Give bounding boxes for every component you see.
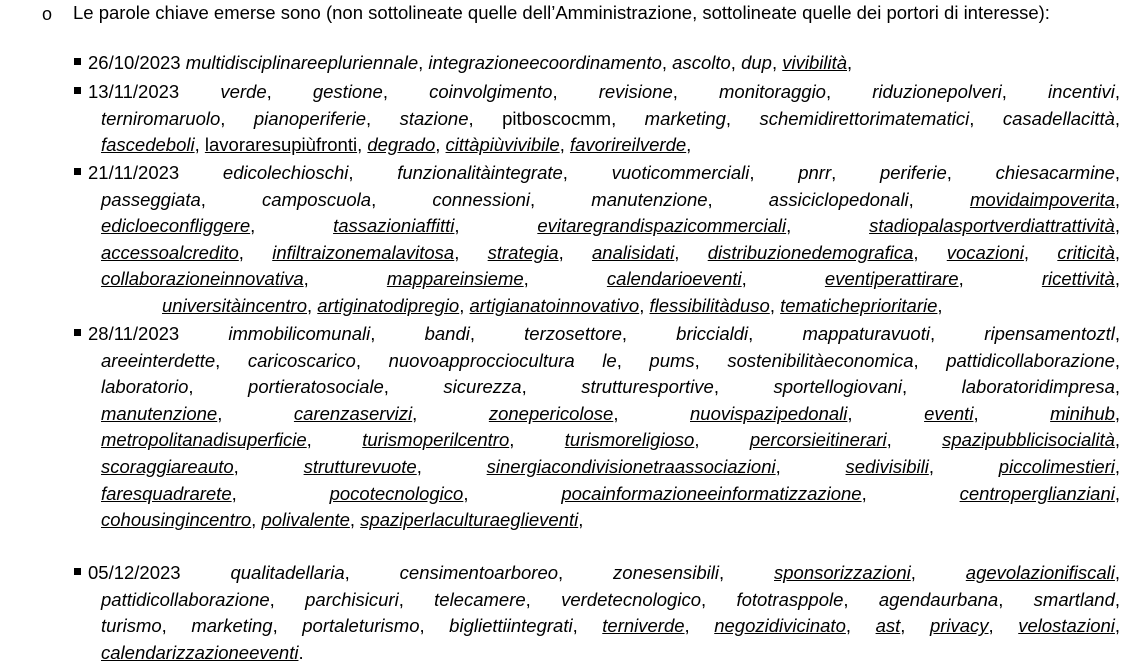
stakeholder-keyword: terniverde	[602, 615, 685, 637]
stakeholder-keyword: tematicheprioritarie	[780, 294, 938, 316]
administration-keyword: passeggiata	[101, 188, 201, 210]
stakeholder-keyword: artigianatoinnovativo	[469, 294, 640, 316]
keyword-line: collaborazioneinnovativa, mappareinsieme, calendarioeventi, eventiperattirare, ricettività,	[101, 268, 1120, 290]
stakeholder-keyword: distribuzionedemografica	[707, 241, 914, 263]
stakeholder-keyword: stadiopalasportverdiattrattività	[869, 215, 1115, 237]
stakeholder-keyword: piccolimestieri	[998, 455, 1115, 477]
stakeholder-keyword: pocotecnologico	[329, 482, 464, 504]
administration-keyword: manutenzione	[591, 188, 708, 210]
administration-keyword: bandi	[424, 323, 470, 344]
administration-keyword: laboratorio	[101, 376, 189, 398]
keyword-line: laboratorio, portieratosociale, sicurezza, strutturesportive, sportellogiovani, laboratoridimpresa,	[101, 376, 1120, 398]
stakeholder-keyword: velostazioni	[1018, 615, 1115, 637]
keyword-entry-2023-10-26	[88, 50, 1120, 77]
keyword-line: calendarizzazioneeventi.	[101, 641, 304, 663]
keyword-entry-2023-11-21	[88, 160, 1120, 320]
administration-keyword: multidisciplinareepluriennale	[185, 52, 419, 73]
keyword-entry-2023-11-13	[88, 79, 1120, 159]
stakeholder-keyword: spaziperlaculturaeglieventi	[360, 509, 579, 531]
stakeholder-keyword: percorsieitinerari	[749, 429, 887, 451]
administration-keyword: turismo	[101, 615, 162, 637]
keyword-line: metropolitanadisuperficie, turismoperilcentro, turismoreligioso, percorsieitinerari, spazipubblicisocialità,	[101, 429, 1121, 451]
administration-keyword: terzosettore	[524, 323, 622, 344]
administration-keyword: qualitadellaria	[230, 562, 345, 583]
stakeholder-keyword: ast	[875, 615, 901, 637]
administration-keyword: dup	[741, 52, 772, 73]
stakeholder-keyword: pocainformazioneeinformatizzazione	[561, 482, 862, 504]
administration-keyword: monitoraggio	[719, 81, 826, 102]
square-bullet	[74, 168, 81, 175]
administration-keyword: incentivi	[1048, 81, 1115, 102]
stakeholder-keyword: spazipubblicisocialità	[942, 429, 1115, 451]
stakeholder-keyword: sinergiacondivisionetraassociazioni	[486, 455, 776, 477]
keyword-line: edicloeconfliggere, tassazioniaffitti, evitaregrandispazicommerciali, stadiopalasportverdiattrattività,	[101, 215, 1120, 237]
stakeholder-keyword: faresquadrarete	[101, 482, 232, 504]
square-bullet	[74, 329, 81, 336]
administration-keyword: fototrasppole	[736, 588, 844, 610]
administration-keyword: pitboscocmm	[502, 107, 612, 129]
stakeholder-keyword: universitàincentro	[162, 294, 307, 316]
stakeholder-keyword: ricettività	[1041, 268, 1115, 290]
stakeholder-keyword: turismoperilcentro	[362, 429, 510, 451]
stakeholder-keyword: scoraggiareauto	[101, 455, 234, 477]
administration-keyword: pianoperiferie	[253, 107, 366, 129]
administration-keyword: mappaturavuoti	[802, 323, 930, 344]
stakeholder-keyword: eventiperattirare	[824, 268, 959, 290]
administration-keyword: laboratoridimpresa	[961, 376, 1115, 398]
stakeholder-keyword: strategia	[487, 241, 559, 263]
stakeholder-keyword: minihub	[1050, 402, 1115, 424]
keyword-line: 26/10/2023 multidisciplinareepluriennale, integrazioneecoordinamento, ascolto, dup, vivibilità,	[88, 52, 853, 73]
square-bullet	[74, 87, 81, 94]
stakeholder-keyword: metropolitanadisuperficie	[101, 429, 307, 451]
stakeholder-keyword: flessibilitàduso	[649, 294, 770, 316]
administration-keyword: gestione	[312, 81, 383, 102]
administration-keyword: coinvolgimento	[429, 81, 553, 102]
keyword-line: turismo, marketing, portaleturismo, bigliettiintegrati, terniverde, negozidivicinato, ast, privacy, velostazioni,	[101, 615, 1121, 637]
keyword-line: cohousingincentro, polivalente, spaziperlaculturaeglieventi,	[101, 509, 584, 531]
administration-keyword: briccialdi	[676, 323, 749, 344]
stakeholder-keyword: centroperglianziani	[959, 482, 1115, 504]
stakeholder-keyword: favorireilverde	[569, 134, 687, 156]
stakeholder-keyword: mappareinsieme	[386, 268, 524, 290]
keyword-line: scoraggiareauto, strutturevuote, sinergiacondivisionetraassociazioni, sedivisibili, piccolimestieri,	[101, 455, 1121, 477]
administration-keyword: nuovoapprocciocultura le	[388, 349, 617, 371]
stakeholder-keyword: agevolazionifiscali	[965, 562, 1115, 583]
keyword-line: pattidicollaborazione, parchisicuri, telecamere, verdetecnologico, fototrasppole, agendaurbana, smartland,	[101, 588, 1121, 610]
administration-keyword: stazione	[399, 107, 469, 129]
stakeholder-keyword: negozidivicinato	[714, 615, 846, 637]
administration-keyword: portieratosociale	[248, 376, 384, 398]
entry-date: 26/10/2023	[88, 52, 181, 73]
administration-keyword: agendaurbana	[878, 588, 999, 610]
stakeholder-keyword: evitaregrandispazicommerciali	[537, 215, 787, 237]
stakeholder-keyword: cittàpiùvivibile	[445, 134, 560, 156]
stakeholder-keyword: analisidati	[592, 241, 675, 263]
administration-keyword: schemidirettorimatematici	[759, 107, 970, 129]
administration-keyword: portaleturismo	[302, 615, 420, 637]
administration-keyword: areeinterdette	[101, 349, 216, 371]
keyword-line: fascedeboli, lavoraresupiùfronti, degrado, cittàpiùvivibile, favorireilverde,	[101, 134, 692, 156]
stakeholder-keyword: artiginatodipregio	[317, 294, 460, 316]
administration-keyword: sportellogiovani	[773, 376, 903, 398]
administration-keyword: assiciclopedonali	[768, 188, 909, 210]
intro-paragraph: Le parole chiave emerse sono (non sottolineate quelle dell’Amministrazione, sottolineate quelle dei portori di interesse):	[73, 2, 1050, 23]
stakeholder-keyword: privacy	[929, 615, 989, 637]
administration-keyword: chiesacarmine	[995, 162, 1115, 183]
keyword-line: manutenzione, carenzaservizi, zonepericolose, nuovispazipedonali, eventi, minihub,	[101, 402, 1121, 424]
keyword-entry-2023-11-28	[88, 321, 1120, 534]
stakeholder-keyword: vivibilità	[782, 52, 848, 73]
administration-keyword: censimentoarboreo	[399, 562, 559, 583]
administration-keyword: periferie	[879, 162, 947, 183]
stakeholder-keyword: calendarizzazioneeventi	[101, 641, 299, 663]
keyword-line: accessoalcredito, infiltraizonemalavitosa, strategia, analisidati, distribuzionedemografica, vocazioni, criticità,	[101, 241, 1121, 263]
stakeholder-keyword: sedivisibili	[845, 455, 929, 477]
stakeholder-keyword: edicloeconfliggere	[101, 215, 251, 237]
administration-keyword: camposcuola	[262, 188, 372, 210]
keyword-line: areeinterdette, caricoscarico, nuovoapprocciocultura le, pums, sostenibilitàeconomica, pattidicollaborazione,	[101, 349, 1121, 371]
stakeholder-keyword: calendarioeventi	[606, 268, 742, 290]
administration-keyword: sicurezza	[443, 376, 522, 398]
keyword-line: passeggiata, camposcuola, connessioni, manutenzione, assiciclopedonali, movidaimpoverita,	[101, 188, 1121, 210]
administration-keyword: immobilicomunali	[228, 323, 371, 344]
stakeholder-keyword: cohousingincentro	[101, 509, 252, 531]
administration-keyword: verdetecnologico	[561, 588, 701, 610]
administration-keyword: pnrr	[798, 162, 832, 183]
administration-keyword: ripensamentoztl	[984, 323, 1115, 344]
administration-keyword: strutturesportive	[581, 376, 714, 398]
keyword-line: terniromaruolo, pianoperiferie, stazione, pitboscocmm, marketing, schemidirettorimatematici, casadellacittà,	[101, 107, 1121, 129]
administration-keyword: terniromaruolo	[101, 107, 221, 129]
keyword-entry-2023-12-05	[88, 560, 1120, 666]
stakeholder-keyword: collaborazioneinnovativa	[101, 268, 304, 290]
administration-keyword: funzionalitàintegrate	[397, 162, 563, 183]
stakeholder-keyword: zonepericolose	[488, 402, 614, 424]
administration-keyword: revisione	[598, 81, 673, 102]
keyword-line: 05/12/2023 qualitadellaria, censimentoarboreo, zonesensibili, sponsorizzazioni, agevolazionifiscali,	[88, 562, 1121, 583]
administration-keyword: smartland	[1033, 588, 1115, 610]
stakeholder-keyword: vocazioni	[946, 241, 1024, 263]
stakeholder-keyword: eventi	[924, 402, 974, 424]
stakeholder-keyword: criticità	[1057, 241, 1115, 263]
stakeholder-keyword: fascedeboli	[101, 134, 195, 156]
administration-keyword: pattidicollaborazione	[101, 588, 270, 610]
stakeholder-keyword: tassazioniaffitti	[333, 215, 455, 237]
square-bullet	[74, 568, 81, 575]
entry-date: 28/11/2023	[88, 323, 180, 344]
administration-keyword: ascolto	[672, 52, 731, 73]
administration-keyword: parchisicuri	[305, 588, 399, 610]
stakeholder-keyword: degrado	[367, 134, 436, 156]
stakeholder-keyword: strutturevuote	[303, 455, 417, 477]
keyword-line: universitàincentro, artiginatodipregio, artigianatoinnovativo, flessibilitàduso, tematicheprioritarie,	[162, 294, 943, 316]
administration-keyword: sostenibilitàeconomica	[727, 349, 914, 371]
stakeholder-keyword: lavoraresupiùfronti	[204, 134, 358, 156]
administration-keyword: zonesensibili	[613, 562, 719, 583]
administration-keyword: telecamere	[434, 588, 526, 610]
circle-bullet: o	[42, 4, 53, 24]
stakeholder-keyword: accessoalcredito	[101, 241, 239, 263]
administration-keyword: pattidicollaborazione	[946, 349, 1115, 371]
entry-date: 05/12/2023	[88, 562, 181, 583]
administration-keyword: caricoscarico	[247, 349, 356, 371]
administration-keyword: integrazioneecoordinamento	[428, 52, 662, 73]
administration-keyword: marketing	[644, 107, 726, 129]
stakeholder-keyword: carenzaservizi	[293, 402, 413, 424]
administration-keyword: riduzionepolveri	[872, 81, 1002, 102]
stakeholder-keyword: manutenzione	[101, 402, 218, 424]
stakeholder-keyword: nuovispazipedonali	[690, 402, 848, 424]
entry-date: 13/11/2023	[88, 81, 180, 102]
stakeholder-keyword: movidaimpoverita	[969, 188, 1115, 210]
keyword-line: 28/11/2023 immobilicomunali, bandi, terzosettore, briccialdi, mappaturavuoti, ripensamentoztl,	[88, 323, 1121, 344]
administration-keyword: verde	[220, 81, 267, 102]
stakeholder-keyword: turismoreligioso	[564, 429, 695, 451]
stakeholder-keyword: infiltraizonemalavitosa	[272, 241, 455, 263]
administration-keyword: casadellacittà	[1002, 107, 1115, 129]
square-bullet	[74, 58, 81, 65]
keyword-line: 21/11/2023 edicolechioschi, funzionalitàintegrate, vuoticommerciali, pnrr, periferie, chiesacarmine,	[88, 162, 1121, 183]
keyword-line: faresquadrarete, pocotecnologico, pocainformazioneeinformatizzazione, centroperglianziani,	[101, 482, 1121, 504]
entry-date: 21/11/2023	[88, 162, 180, 183]
stakeholder-keyword: sponsorizzazioni	[774, 562, 911, 583]
keyword-line: 13/11/2023 verde, gestione, coinvolgimento, revisione, monitoraggio, riduzionepolveri, incentivi,	[88, 81, 1121, 102]
stakeholder-keyword: polivalente	[261, 509, 350, 531]
administration-keyword: vuoticommerciali	[611, 162, 750, 183]
administration-keyword: bigliettiintegrati	[449, 615, 573, 637]
administration-keyword: pums	[649, 349, 695, 371]
administration-keyword: connessioni	[432, 188, 531, 210]
administration-keyword: marketing	[191, 615, 273, 637]
administration-keyword: edicolechioschi	[222, 162, 349, 183]
